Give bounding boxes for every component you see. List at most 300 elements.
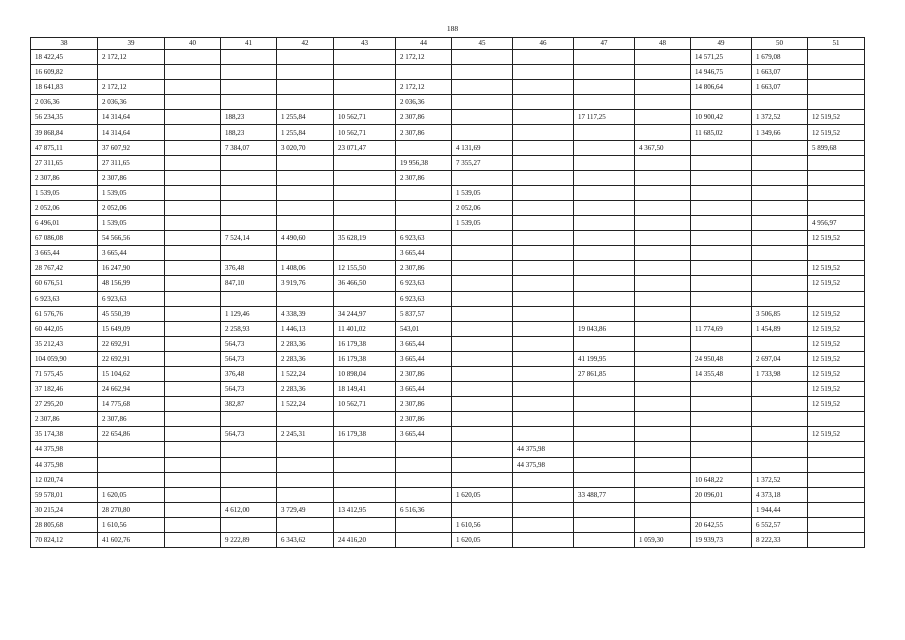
table-cell: 14 806,64 xyxy=(691,80,752,95)
table-cell xyxy=(165,397,221,412)
table-cell xyxy=(808,412,865,427)
table-cell xyxy=(752,397,808,412)
table-cell xyxy=(165,291,221,306)
table-cell: 3 729,49 xyxy=(277,502,334,517)
table-cell: 12 519,52 xyxy=(808,382,865,397)
table-cell xyxy=(513,185,574,200)
table-cell: 44 375,98 xyxy=(31,457,98,472)
table-cell xyxy=(221,487,277,502)
table-cell: 2 307,86 xyxy=(98,412,165,427)
table-cell xyxy=(396,185,452,200)
table-cell: 67 086,08 xyxy=(31,231,98,246)
table-cell xyxy=(277,65,334,80)
table-cell xyxy=(452,306,513,321)
table-cell xyxy=(691,427,752,442)
table-cell: 104 059,90 xyxy=(31,351,98,366)
table-cell xyxy=(808,170,865,185)
table-cell xyxy=(635,80,691,95)
table-cell xyxy=(277,155,334,170)
table-cell xyxy=(808,487,865,502)
table-cell xyxy=(752,291,808,306)
table-cell xyxy=(452,382,513,397)
table-cell: 27 861,85 xyxy=(574,366,635,381)
table-cell: 45 550,39 xyxy=(98,306,165,321)
table-cell xyxy=(635,517,691,532)
table-cell: 12 519,52 xyxy=(808,351,865,366)
table-cell: 1 059,30 xyxy=(635,533,691,548)
table-cell xyxy=(221,155,277,170)
table-cell xyxy=(752,457,808,472)
table-cell xyxy=(334,185,396,200)
table-cell xyxy=(221,246,277,261)
table-cell xyxy=(165,95,221,110)
table-cell xyxy=(334,50,396,65)
table-cell: 6 923,63 xyxy=(396,276,452,291)
table-cell: 2 172,12 xyxy=(396,80,452,95)
table-cell xyxy=(752,95,808,110)
table-cell xyxy=(691,412,752,427)
table-cell: 1 679,08 xyxy=(752,50,808,65)
table-cell xyxy=(513,306,574,321)
table-cell: 564,73 xyxy=(221,382,277,397)
table-cell: 8 222,33 xyxy=(752,533,808,548)
table-cell xyxy=(574,306,635,321)
table-cell: 15 104,62 xyxy=(98,366,165,381)
table-cell xyxy=(691,276,752,291)
table-cell xyxy=(513,95,574,110)
table-cell xyxy=(277,80,334,95)
table-cell xyxy=(691,155,752,170)
table-cell xyxy=(691,442,752,457)
table-cell xyxy=(334,65,396,80)
table-cell: 847,10 xyxy=(221,276,277,291)
table-cell: 44 375,98 xyxy=(513,442,574,457)
table-cell xyxy=(635,487,691,502)
table-cell: 2 307,86 xyxy=(396,412,452,427)
table-cell xyxy=(808,185,865,200)
table-cell: 56 234,35 xyxy=(31,110,98,125)
table-cell xyxy=(98,457,165,472)
table-cell: 4 367,50 xyxy=(635,140,691,155)
table-cell xyxy=(452,351,513,366)
table-cell xyxy=(165,442,221,457)
table-cell xyxy=(752,442,808,457)
table-cell xyxy=(574,125,635,140)
column-header: 40 xyxy=(165,38,221,50)
table-cell xyxy=(513,125,574,140)
column-header: 49 xyxy=(691,38,752,50)
table-cell: 12 519,52 xyxy=(808,261,865,276)
table-cell xyxy=(513,110,574,125)
table-cell xyxy=(574,533,635,548)
table-row xyxy=(31,502,865,517)
table-cell xyxy=(635,65,691,80)
table-cell: 20 096,01 xyxy=(691,487,752,502)
table-cell xyxy=(165,246,221,261)
table-cell xyxy=(513,412,574,427)
table-row xyxy=(31,336,865,351)
table-cell xyxy=(635,125,691,140)
table-cell: 19 939,73 xyxy=(691,533,752,548)
table-cell xyxy=(165,351,221,366)
table-cell xyxy=(165,457,221,472)
table-cell xyxy=(396,442,452,457)
table-cell xyxy=(691,216,752,231)
table-cell: 22 654,86 xyxy=(98,427,165,442)
table-cell: 7 355,27 xyxy=(452,155,513,170)
table-cell xyxy=(635,155,691,170)
table-cell xyxy=(513,276,574,291)
table-cell xyxy=(221,80,277,95)
table-cell xyxy=(396,517,452,532)
table-row xyxy=(31,291,865,306)
table-cell xyxy=(513,321,574,336)
table-cell: 27 311,65 xyxy=(31,155,98,170)
table-cell xyxy=(165,276,221,291)
table-cell: 4 373,18 xyxy=(752,487,808,502)
table-cell: 2 307,86 xyxy=(396,397,452,412)
table-cell: 14 946,75 xyxy=(691,65,752,80)
table-cell: 543,01 xyxy=(396,321,452,336)
table-cell: 14 355,48 xyxy=(691,366,752,381)
table-cell: 1 255,84 xyxy=(277,125,334,140)
table-cell xyxy=(221,95,277,110)
table-row xyxy=(31,276,865,291)
table-cell xyxy=(691,457,752,472)
table-cell: 44 375,98 xyxy=(513,457,574,472)
table-cell xyxy=(808,50,865,65)
table-cell: 564,73 xyxy=(221,351,277,366)
table-row xyxy=(31,125,865,140)
table-row xyxy=(31,110,865,125)
table-cell: 41 199,95 xyxy=(574,351,635,366)
table-cell: 1 372,52 xyxy=(752,472,808,487)
table-cell: 4 131,69 xyxy=(452,140,513,155)
table-cell: 16 609,82 xyxy=(31,65,98,80)
table-cell xyxy=(513,487,574,502)
table-row xyxy=(31,366,865,381)
column-header: 42 xyxy=(277,38,334,50)
table-cell xyxy=(334,412,396,427)
table-cell xyxy=(691,382,752,397)
table-cell: 36 466,50 xyxy=(334,276,396,291)
table-cell xyxy=(165,125,221,140)
table-cell xyxy=(165,366,221,381)
table-cell: 1 733,98 xyxy=(752,366,808,381)
table-cell xyxy=(574,382,635,397)
table-cell: 14 775,68 xyxy=(98,397,165,412)
table-cell xyxy=(452,170,513,185)
table-cell xyxy=(635,170,691,185)
table-cell xyxy=(165,65,221,80)
table-row xyxy=(31,306,865,321)
table-cell xyxy=(574,442,635,457)
table-cell: 3 665,44 xyxy=(98,246,165,261)
table-row xyxy=(31,80,865,95)
table-cell: 4 956,97 xyxy=(808,216,865,231)
table-cell xyxy=(635,336,691,351)
table-cell xyxy=(635,321,691,336)
table-cell xyxy=(513,472,574,487)
table-cell: 3 665,44 xyxy=(396,246,452,261)
column-header: 41 xyxy=(221,38,277,50)
table-cell xyxy=(98,442,165,457)
table-cell xyxy=(165,110,221,125)
table-cell: 11 774,69 xyxy=(691,321,752,336)
table-cell xyxy=(396,457,452,472)
table-cell xyxy=(574,185,635,200)
table-cell: 188,23 xyxy=(221,125,277,140)
table-cell xyxy=(165,306,221,321)
column-header: 51 xyxy=(808,38,865,50)
table-cell xyxy=(808,80,865,95)
table-cell: 376,48 xyxy=(221,261,277,276)
table-cell: 2 036,36 xyxy=(98,95,165,110)
table-cell: 71 575,45 xyxy=(31,366,98,381)
table-header xyxy=(31,38,865,50)
table-cell: 4 338,39 xyxy=(277,306,334,321)
table-cell xyxy=(808,155,865,170)
table-row xyxy=(31,185,865,200)
table-cell: 2 307,86 xyxy=(31,412,98,427)
table-cell xyxy=(574,231,635,246)
table-cell: 2 307,86 xyxy=(396,170,452,185)
table-cell xyxy=(808,200,865,215)
table-cell xyxy=(691,140,752,155)
table-cell xyxy=(574,412,635,427)
table-cell xyxy=(165,185,221,200)
table-cell xyxy=(752,170,808,185)
table-cell xyxy=(221,457,277,472)
table-cell: 2 036,36 xyxy=(31,95,98,110)
table-cell xyxy=(165,427,221,442)
table-cell: 2 307,86 xyxy=(98,170,165,185)
table-cell xyxy=(691,306,752,321)
table-row xyxy=(31,457,865,472)
table-cell xyxy=(635,442,691,457)
table-cell xyxy=(334,155,396,170)
column-header: 46 xyxy=(513,38,574,50)
table-cell xyxy=(277,291,334,306)
table-cell xyxy=(691,336,752,351)
table-cell: 23 071,47 xyxy=(334,140,396,155)
table-cell xyxy=(513,200,574,215)
table-cell xyxy=(334,170,396,185)
table-cell xyxy=(513,216,574,231)
table-cell: 1 372,52 xyxy=(752,110,808,125)
table-cell: 2 052,06 xyxy=(98,200,165,215)
table-cell: 33 488,77 xyxy=(574,487,635,502)
table-cell: 13 412,95 xyxy=(334,502,396,517)
table-cell xyxy=(635,216,691,231)
table-cell: 70 824,12 xyxy=(31,533,98,548)
table-cell: 12 519,52 xyxy=(808,321,865,336)
column-header: 39 xyxy=(98,38,165,50)
table-cell xyxy=(277,216,334,231)
table-cell xyxy=(165,231,221,246)
table-cell xyxy=(513,291,574,306)
table-cell xyxy=(574,276,635,291)
table-cell xyxy=(752,336,808,351)
table-cell: 3 665,44 xyxy=(396,427,452,442)
table-cell: 22 692,91 xyxy=(98,336,165,351)
table-cell xyxy=(691,170,752,185)
table-cell xyxy=(513,170,574,185)
table-cell: 2 307,86 xyxy=(31,170,98,185)
table-cell xyxy=(691,397,752,412)
table-cell: 10 562,71 xyxy=(334,110,396,125)
table-cell: 10 900,42 xyxy=(691,110,752,125)
table-cell: 2 283,36 xyxy=(277,382,334,397)
table-cell xyxy=(574,261,635,276)
table-cell: 6 923,63 xyxy=(31,291,98,306)
table-cell xyxy=(165,216,221,231)
table-cell: 1 522,24 xyxy=(277,366,334,381)
table-cell xyxy=(334,80,396,95)
table-cell xyxy=(574,472,635,487)
table-cell: 12 519,52 xyxy=(808,366,865,381)
table-cell: 28 270,80 xyxy=(98,502,165,517)
table-row xyxy=(31,427,865,442)
table-cell xyxy=(452,412,513,427)
table-cell xyxy=(165,50,221,65)
table-cell: 1 349,66 xyxy=(752,125,808,140)
table-row xyxy=(31,170,865,185)
table-cell: 30 215,24 xyxy=(31,502,98,517)
table-cell xyxy=(165,140,221,155)
table-cell xyxy=(635,306,691,321)
table-cell xyxy=(221,517,277,532)
table-row xyxy=(31,382,865,397)
table-cell: 35 212,43 xyxy=(31,336,98,351)
table-row xyxy=(31,216,865,231)
table-cell xyxy=(513,261,574,276)
table-row xyxy=(31,155,865,170)
table-cell: 12 519,52 xyxy=(808,336,865,351)
table-cell xyxy=(165,155,221,170)
table-cell xyxy=(574,517,635,532)
table-cell xyxy=(452,261,513,276)
table-cell xyxy=(221,200,277,215)
table-cell xyxy=(635,457,691,472)
table-cell xyxy=(635,261,691,276)
table-cell xyxy=(221,291,277,306)
table-cell xyxy=(277,200,334,215)
column-header: 38 xyxy=(31,38,98,50)
table-cell xyxy=(452,110,513,125)
table-cell xyxy=(635,185,691,200)
table-row xyxy=(31,487,865,502)
table-row xyxy=(31,321,865,336)
table-cell: 7 384,07 xyxy=(221,140,277,155)
table-cell: 1 255,84 xyxy=(277,110,334,125)
header-row xyxy=(31,38,865,50)
table-cell xyxy=(513,80,574,95)
table-cell xyxy=(691,200,752,215)
table-cell xyxy=(635,472,691,487)
table-cell xyxy=(635,397,691,412)
table-cell xyxy=(574,291,635,306)
table-cell xyxy=(513,351,574,366)
table-cell xyxy=(165,321,221,336)
column-header: 45 xyxy=(452,38,513,50)
table-cell: 2 036,36 xyxy=(396,95,452,110)
table-cell xyxy=(452,336,513,351)
table-cell xyxy=(808,533,865,548)
table-cell: 2 052,06 xyxy=(31,200,98,215)
column-header: 43 xyxy=(334,38,396,50)
table-cell: 16 247,90 xyxy=(98,261,165,276)
table-cell xyxy=(165,412,221,427)
table-cell xyxy=(635,412,691,427)
table-cell xyxy=(165,80,221,95)
table-cell xyxy=(752,382,808,397)
table-cell: 37 607,92 xyxy=(98,140,165,155)
table-cell: 1 129,46 xyxy=(221,306,277,321)
table-cell: 35 174,38 xyxy=(31,427,98,442)
table-row xyxy=(31,231,865,246)
table-cell xyxy=(808,517,865,532)
table-row xyxy=(31,246,865,261)
table-row xyxy=(31,472,865,487)
table-cell xyxy=(334,517,396,532)
table-cell xyxy=(574,50,635,65)
table-cell: 2 697,04 xyxy=(752,351,808,366)
table-cell: 1 620,05 xyxy=(98,487,165,502)
table-cell: 59 578,01 xyxy=(31,487,98,502)
table-cell: 35 628,19 xyxy=(334,231,396,246)
table-cell xyxy=(635,502,691,517)
table-cell xyxy=(452,50,513,65)
table-cell: 3 665,44 xyxy=(396,336,452,351)
table-cell xyxy=(396,533,452,548)
table-cell: 10 562,71 xyxy=(334,397,396,412)
table-cell: 44 375,98 xyxy=(31,442,98,457)
table-cell xyxy=(574,502,635,517)
table-cell xyxy=(574,457,635,472)
table-cell: 3 665,44 xyxy=(31,246,98,261)
table-cell xyxy=(635,50,691,65)
table-cell: 16 179,38 xyxy=(334,336,396,351)
table-cell xyxy=(752,155,808,170)
table-cell: 1 620,05 xyxy=(452,533,513,548)
table-cell xyxy=(165,487,221,502)
table-cell xyxy=(513,366,574,381)
table-cell xyxy=(334,472,396,487)
table-cell xyxy=(691,261,752,276)
table-cell xyxy=(574,65,635,80)
table-cell xyxy=(165,200,221,215)
table-cell: 564,73 xyxy=(221,427,277,442)
table-cell xyxy=(452,457,513,472)
table-cell xyxy=(221,412,277,427)
table-cell xyxy=(574,170,635,185)
table-cell xyxy=(635,246,691,261)
data-table xyxy=(30,37,865,548)
table-cell: 376,48 xyxy=(221,366,277,381)
table-row xyxy=(31,261,865,276)
table-cell xyxy=(513,336,574,351)
table-cell: 6 923,63 xyxy=(98,291,165,306)
table-cell: 20 642,55 xyxy=(691,517,752,532)
table-cell xyxy=(277,170,334,185)
table-cell xyxy=(165,517,221,532)
table-cell: 24 950,48 xyxy=(691,351,752,366)
table-cell: 1 522,24 xyxy=(277,397,334,412)
table-row xyxy=(31,442,865,457)
table-cell xyxy=(513,155,574,170)
page-number: 188 xyxy=(446,24,459,33)
